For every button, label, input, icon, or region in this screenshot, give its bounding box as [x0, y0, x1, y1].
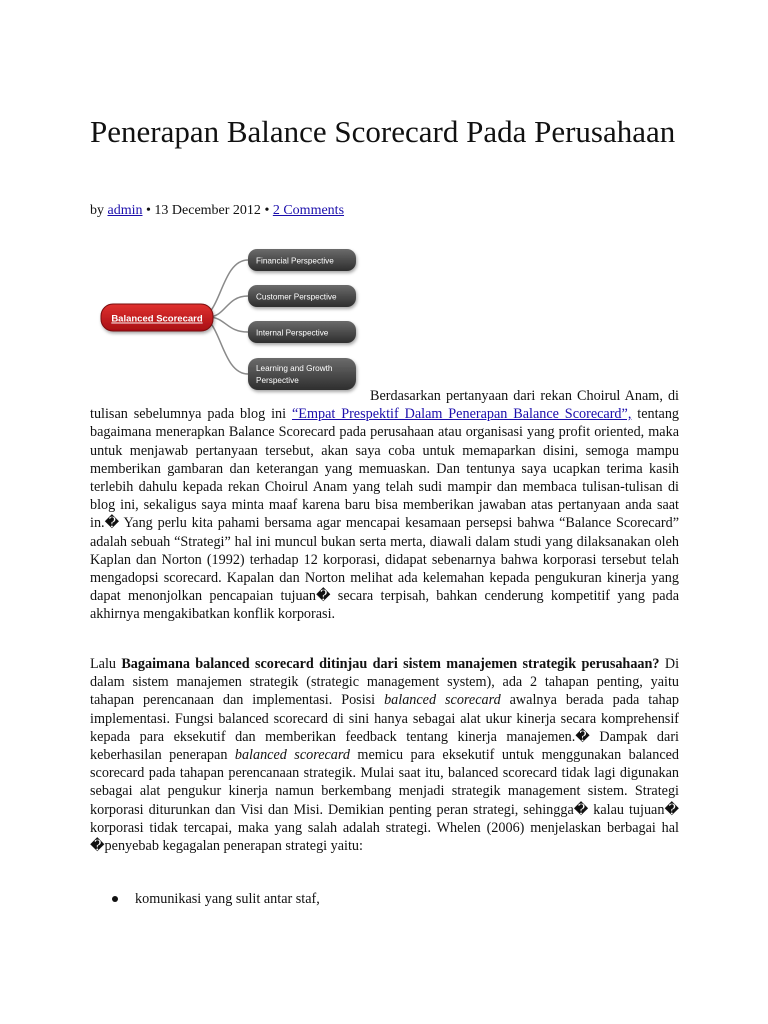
list-item-text: komunikasi yang sulit antar staf, [135, 891, 320, 907]
paragraph-text: Di dalam sistem manajemen strategik (strategic management system), ada 2 tahapan penting, yaitu tahapan perencanaan dan implementasi. Posisi [90, 656, 680, 709]
paragraph-text: tentang bagaimana menerapkan Balance Scorecard pada perusahaan atau organisasi yang profit oriented, maka untuk menjawab pertanyaan tersebut, akan saya coba untuk memaparkan disini, semoga mampu memberikan gambaran dan keterangan yang memuaskan. Dan tentunya saya ucapkan terima kasih terlebih dahulu kepada rekan Choirul Anam yang telah sudi mampir dan membaca tulisan-tulisan di blog ini, sekaligus saya minta maaf karena baru bisa memberikan jawaban atas pertanyaan anda saat in.� Yang perlu kita pahami bersama agar mencapai kesamaan persepsi bahwa “Balance Scorecard” adalah sebuah “Strategi” hal ini muncul bukan serta merta, diawali dalam studi yang dilaksanakan oleh Kaplan dan Norton (1992) terhadap 12 korporasi, didapat sebenarnya bahwa korporasi tersebut telah mengadopsi scorecard. Kapalan dan Norton melihat ada kelemahan kepada pengukuran kinerja yang dapat menonjolkan pencapaian tujuan� secara terpisah, bahkan cenderung kompetitif yang pada akhirnya mengakibatkan konflik korporasi. [90, 406, 680, 623]
balanced-scorecard-mindmap [96, 246, 366, 396]
mindmap-branch-customer [248, 285, 356, 307]
mindmap-branch-label: Customer Perspective [256, 292, 337, 302]
mindmap-branch-learning [248, 358, 356, 390]
mindmap-root-label: Balanced Scorecard [111, 313, 203, 325]
failure-causes-list [90, 890, 679, 908]
mindmap-root-node [101, 304, 213, 331]
mindmap-branch-label: Financial Perspective [256, 256, 334, 266]
paragraph-text: di tulisan sebelumnya pada blog ini [90, 388, 679, 423]
mindmap-branch-internal [248, 321, 356, 343]
paragraph-italic-term: balanced scorecard [384, 692, 501, 709]
comments-link[interactable]: 2 Comments [272, 203, 345, 218]
paragraph-text: Lalu [90, 656, 116, 672]
mindmap-branch-label: Learning and Growth [256, 364, 333, 373]
mindmap-branch-financial [248, 249, 356, 271]
byline-prefix: by [90, 203, 104, 218]
paragraph-lead-text: Berdasarkan pertanyaan dari rekan Choirul Anam, [370, 388, 663, 404]
paragraph-bold-question: Bagaimana balanced scorecard ditinjau dari sistem manajemen strategik perusahaan? [121, 656, 660, 672]
mindmap-branch-label: Perspective [256, 376, 299, 385]
paragraph-text: memicu para eksekutif untuk menggunakan balanced scorecard pada tahapan perencanaan strategik. Mulai saat itu, balanced scorecard tidak lagi digunakan sebagai alat pengukur kinerja namun berkembang menjadi strategik management sistem. Strategi korporasi diturunkan dan Visi dan Misi. Demikian penting peran strategi, sehingga� kalau tujuan� korporasi tidak tercapai, maka yang salah adalah strategi. Whelen (2006) menjelaskan berbagai hal �penyebab kegagalan penerapan strategi yaitu: [90, 747, 680, 855]
paragraph-text: awalnya berada pada tahap implementasi. Fungsi balanced scorecard di sini hanya sebagai alat ukur kinerja secara komprehensif kepada para eksekutif dan memberikan feedback tentang kinerja manajemen.� Dampak dari keberhasilan penerapan [90, 692, 680, 764]
post-date: 13 December 2012 [154, 203, 261, 218]
byline-separator: • [264, 203, 270, 218]
bullet-icon [112, 896, 118, 902]
list-item [90, 890, 679, 908]
paragraph-intro [90, 387, 679, 624]
byline-separator: • [146, 203, 151, 218]
byline [90, 202, 344, 220]
mindmap-branch-label: Internal Perspective [256, 328, 329, 338]
author-link[interactable]: admin [107, 203, 143, 218]
paragraph-italic-term: balanced scorecard [234, 747, 350, 764]
previous-article-link[interactable]: “Empat Prespektif Dalam Penerapan Balance Scorecard”, [291, 406, 632, 423]
article-title: Penerapan Balance Scorecard Pada Perusahaan [90, 114, 676, 149]
paragraph-strategic-management [90, 655, 679, 855]
